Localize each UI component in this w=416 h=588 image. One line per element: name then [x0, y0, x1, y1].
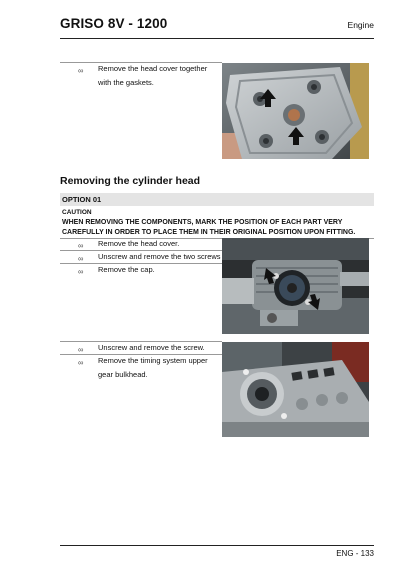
step-text: Remove the head cover.	[98, 239, 180, 248]
bullet-icon: ∞	[78, 358, 84, 367]
step-text: Unscrew and remove the two screws	[98, 252, 221, 261]
step-text: Remove the head cover together with the gaskets.	[98, 64, 208, 87]
option-band	[60, 193, 374, 206]
bullet-icon: ∞	[78, 345, 84, 354]
section-name: Engine	[347, 20, 374, 30]
step-text: Unscrew and remove the screw.	[98, 343, 205, 352]
cylinder-cap-illustration	[222, 238, 369, 334]
head-cover-illustration	[222, 63, 369, 159]
step-text: Remove the cap.	[98, 265, 155, 274]
step-text: Remove the timing system upper gear bulkhead.	[98, 356, 208, 379]
caution-text: WHEN REMOVING THE COMPONENTS, MARK THE POSITION OF EACH PART VERY CAREFULLY IN ORDER TO PLACE THEM IN THEIR ORIGINAL POSITION UPON FITTING.	[62, 219, 356, 236]
section-heading: Removing the cylinder head	[60, 175, 201, 187]
timing-bulkhead-illustration	[222, 342, 369, 437]
header-rule	[60, 38, 374, 39]
bullet-icon: ∞	[78, 66, 84, 75]
bullet-icon: ∞	[78, 267, 84, 276]
cylinder-cap-photo	[222, 238, 369, 334]
caution-label: CAUTION	[62, 209, 92, 216]
document-title: GRISO 8V - 1200	[60, 16, 168, 31]
timing-bulkhead-photo	[222, 342, 369, 437]
bullet-icon: ∞	[78, 254, 84, 263]
bullet-icon: ∞	[78, 241, 84, 250]
footer-rule	[60, 545, 374, 546]
page-number: ENG - 133	[336, 549, 374, 558]
head-cover-photo	[222, 63, 369, 159]
option-label: OPTION 01	[62, 195, 102, 204]
